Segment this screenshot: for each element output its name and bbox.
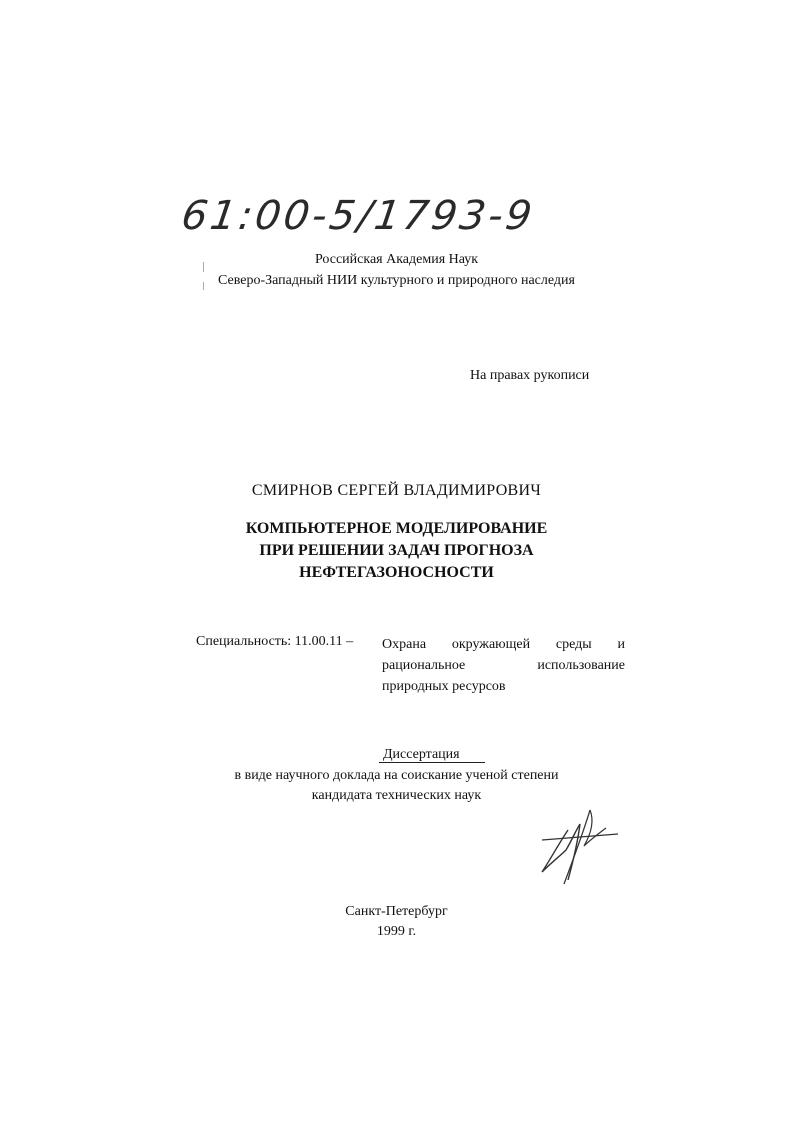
title-line-3: НЕФТЕГАЗОНОСНОСТИ — [299, 564, 494, 581]
title-line-2: ПРИ РЕШЕНИИ ЗАДАЧ ПРОГНОЗА — [259, 542, 534, 559]
handwritten-signature — [528, 800, 638, 890]
dissertation-underline — [379, 762, 485, 763]
city: Санкт-Петербург — [345, 904, 448, 919]
handwritten-catalog-number: 61:00-5/1793-9 — [178, 193, 538, 239]
dissertation-label: Диссертация — [383, 747, 460, 762]
organization-institute: Северо-Западный НИИ культурного и природного наследия — [218, 273, 575, 288]
specialty-label: Специальность: 11.00.11 – — [196, 634, 354, 649]
author-name: СМИРНОВ СЕРГЕЙ ВЛАДИМИРОВИЧ — [251, 482, 542, 499]
organization-academy: Российская Академия Наук — [314, 252, 479, 267]
publication-place — [0, 902, 793, 942]
dissertation-title — [0, 518, 793, 584]
dissertation-description — [0, 766, 793, 806]
title-line-1: КОМПЬЮТЕРНОЕ МОДЕЛИРОВАНИЕ — [245, 520, 548, 537]
dissertation-description-line-1: в виде научного доклада на соискание ученой степени — [234, 768, 559, 783]
year: 1999 г. — [376, 924, 417, 939]
specialty-description: Охрана окружающей среды и рациональное использование природных ресурсов — [382, 637, 625, 694]
manuscript-rights-note: На правах рукописи — [470, 368, 590, 383]
dissertation-description-line-2: кандидата технических наук — [311, 788, 482, 803]
